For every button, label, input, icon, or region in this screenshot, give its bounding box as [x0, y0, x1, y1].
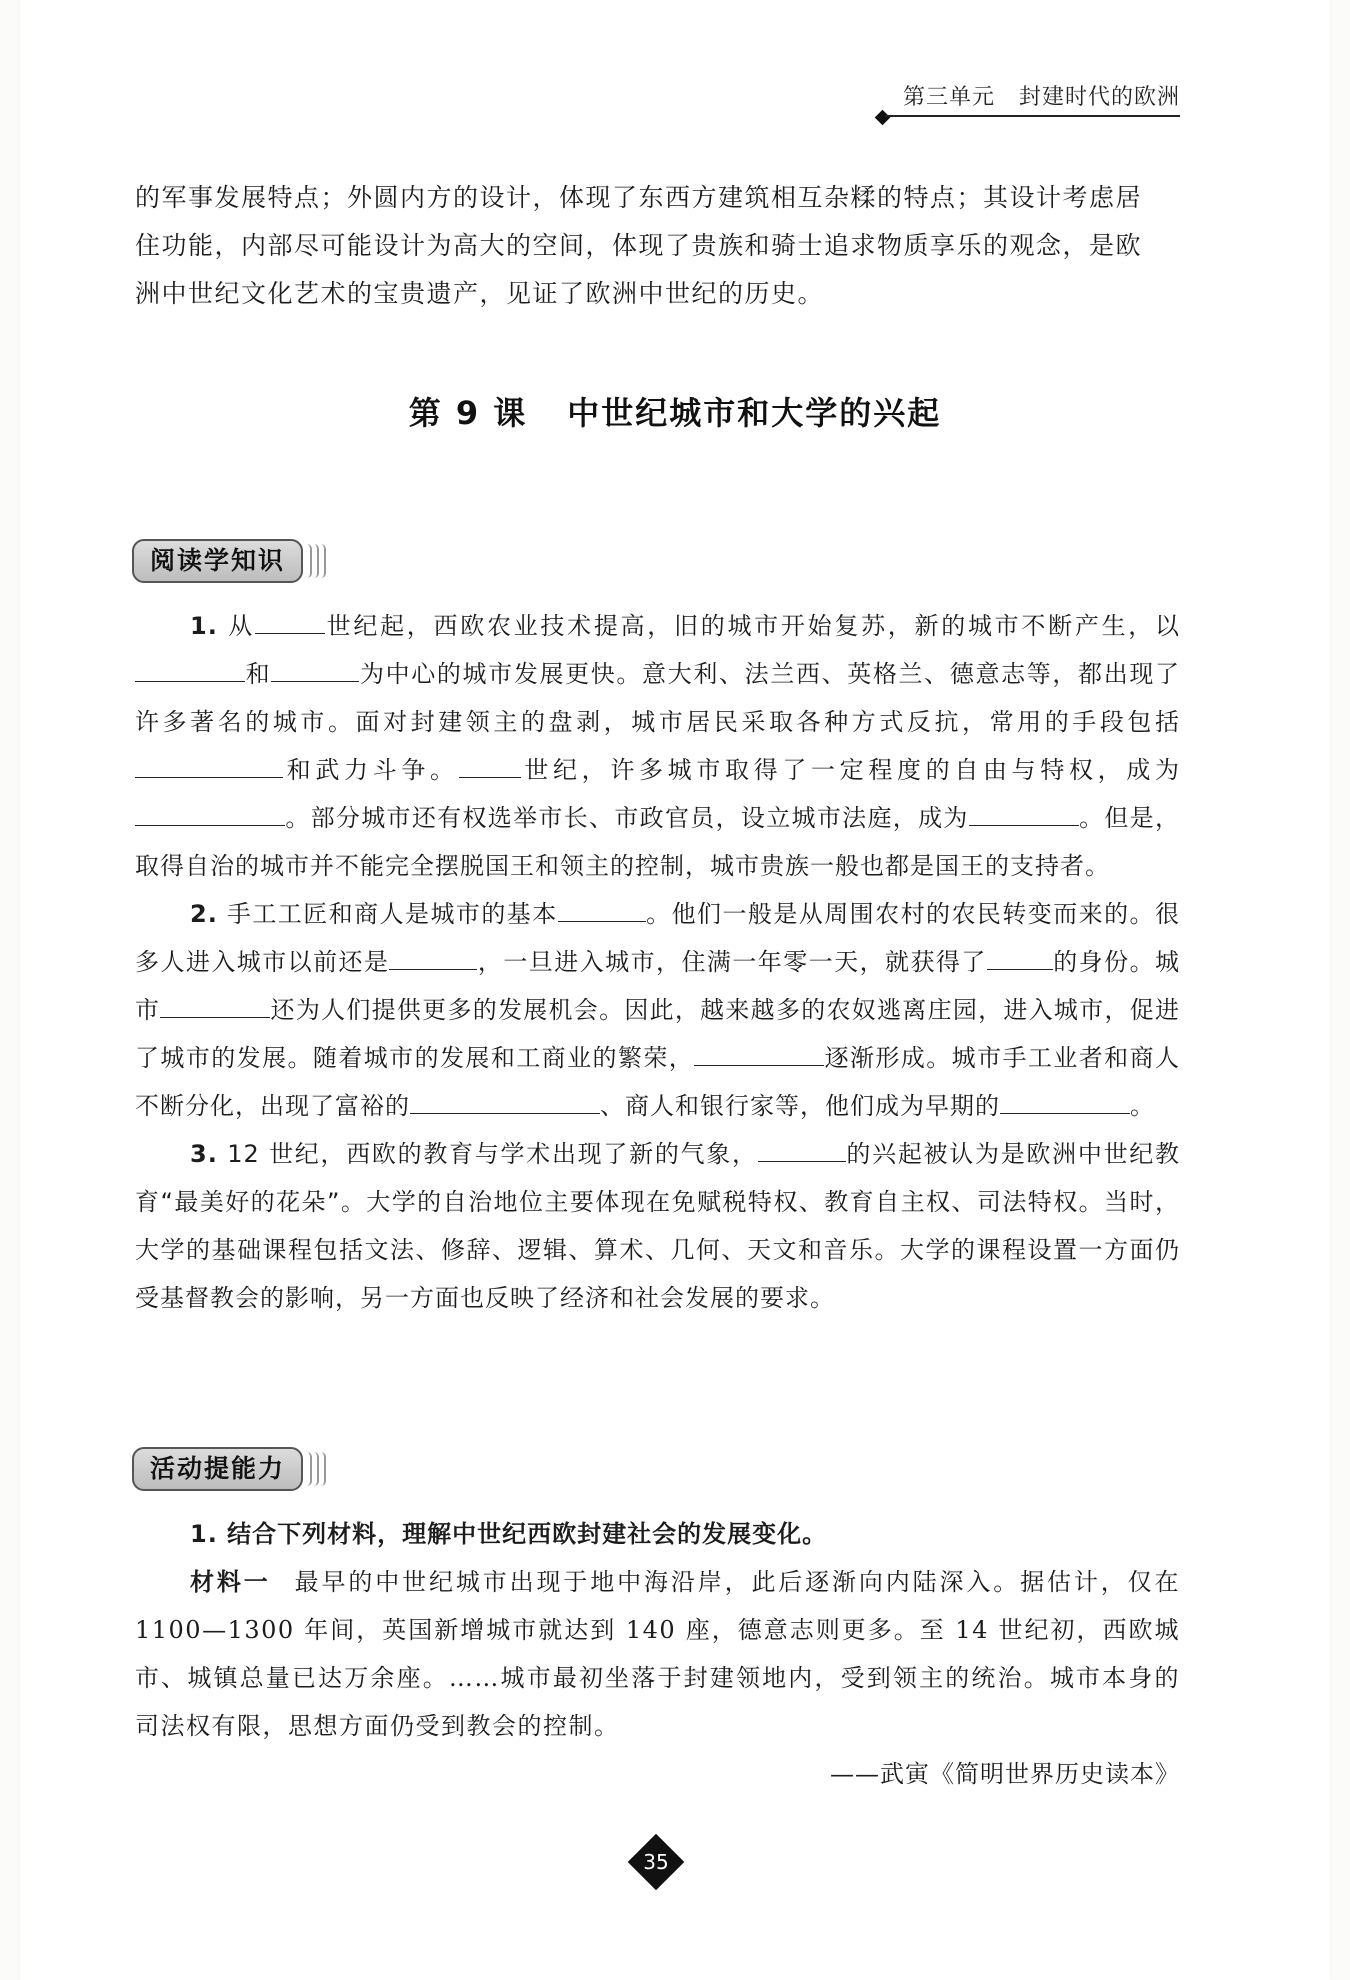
question-text: 为中心的城市发展更快。意大利、法兰西、英格兰、德意志等，都出现了许多著名的城市。面对封建领主的盘剥，城市居民采取各种方式反抗，常用的手段包括: [135, 660, 1181, 736]
question-text: 世纪起，西欧农业技术提高，旧的城市开始复苏，新的城市不断产生，以: [324, 612, 1181, 640]
question-text: 。但是，取得自治的城市并不能完全摆脱国王和领主的控制，城市贵族一般也都是国王的支持者。: [135, 804, 1180, 880]
question-number: 2.: [190, 900, 218, 928]
intro-line: 住功能，内部尽可能设计为高大的空间，体现了贵族和骑士追求物质享乐的观念，是欧: [135, 231, 1143, 260]
question-text: 世纪，许多城市取得了一定程度的自由与特权，成为: [520, 756, 1181, 784]
running-header: [903, 80, 1180, 111]
header-topic: 封建时代的欧洲: [1018, 85, 1180, 110]
question-text: 12 世纪，西欧的教育与学术出现了新的气象，: [227, 1140, 758, 1168]
question-text: ，一旦进入城市，住满一年零一天，就获得了: [477, 948, 987, 976]
question-text: 。部分城市还有权选举市长、市政官员，设立城市法庭，成为: [285, 804, 969, 832]
material-text: 最早的中世纪城市出现于地中海沿岸，此后逐渐向内陆深入。据估计，仅在 1100—1300 年间，英国新增城市就达到 140 座，德意志则更多。至 14 世纪初，西欧城市、城镇总量已达万余座。……城市最初坐落于封建领地内，受到领主的统治。城市本身的司法权有限，思想方面仍受到教会的控制。: [135, 1568, 1181, 1740]
question-1: [135, 602, 1180, 890]
answer-blank[interactable]: [389, 939, 477, 970]
section-tag-label: 阅读学知识: [132, 539, 303, 583]
answer-blank[interactable]: [459, 747, 521, 778]
header-rule: [885, 115, 1180, 117]
answer-blank[interactable]: [135, 747, 283, 778]
question-3: [135, 1130, 1180, 1322]
answer-blank[interactable]: [1000, 1083, 1130, 1114]
answer-blank[interactable]: [969, 795, 1079, 826]
question-number: 1.: [190, 612, 218, 640]
section-tag-activity: [132, 1446, 326, 1492]
question-text: 。: [1130, 1092, 1155, 1120]
question-text: 和武力斗争。: [283, 756, 459, 784]
lesson-title: [0, 388, 1350, 434]
reading-section: [135, 602, 1180, 1322]
question-text: 还为人们提供更多的发展机会。因此，越来越多的农奴逃离庄园，进入城市，促进了城市的发展。随着城市的发展和工商业的繁荣，: [135, 996, 1181, 1072]
question-text: 手工工匠和商人是城市的基本: [226, 900, 558, 928]
question-text: 。他们一般是从周围农村的农民转变而来的。很多人进入城市以前还是: [135, 900, 1181, 976]
lesson-name: 中世纪城市和大学的兴起: [567, 394, 942, 432]
tag-decoration-icon: [305, 1452, 326, 1486]
intro-line: 的军事发展特点；外圆内方的设计，体现了东西方建筑相互杂糅的特点；其设计考虑居: [135, 183, 1143, 212]
activity-section: [135, 1510, 1180, 1798]
lesson-number: 第 9 课: [408, 394, 528, 432]
question-text: 的身份。城市: [135, 948, 1181, 1024]
material-label: 材料一: [190, 1568, 271, 1596]
section-tag-reading: [132, 538, 326, 584]
answer-blank[interactable]: [558, 891, 646, 922]
header-unit: 第三单元: [902, 85, 995, 110]
question-2: [135, 890, 1180, 1130]
answer-blank[interactable]: [255, 603, 325, 634]
question-number: 3.: [190, 1140, 218, 1168]
material-paragraph: [135, 1558, 1180, 1750]
answer-blank[interactable]: [758, 1131, 846, 1162]
page-number: [632, 1838, 682, 1888]
answer-blank[interactable]: [694, 1035, 824, 1066]
activity-question-title: 1. 结合下列材料，理解中世纪西欧封建社会的发展变化。: [190, 1520, 828, 1548]
question-text: 从: [228, 612, 255, 640]
answer-blank[interactable]: [160, 987, 270, 1018]
answer-blank[interactable]: [271, 651, 359, 682]
intro-paragraph: [135, 174, 1180, 318]
answer-blank[interactable]: [987, 939, 1053, 970]
question-text: 和: [245, 660, 272, 688]
question-text: 逐渐形成。城市手工业者和商人不断分化，出现了富裕的: [135, 1044, 1181, 1120]
page-number-label: 35: [643, 1850, 669, 1874]
question-text: 、商人和银行家等，他们成为早期的: [600, 1092, 1000, 1120]
material-source: ——武寅《简明世界历史读本》: [830, 1760, 1180, 1788]
section-tag-label: 活动提能力: [132, 1447, 303, 1491]
question-text: 的兴起被认为是欧洲中世纪教育“最美好的花朵”。大学的自治地位主要体现在免赋税特权、教育自主权、司法特权。当时，大学的基础课程包括文法、修辞、逻辑、算术、几何、天文和音乐。大学的课程设置一方面仍受基督教会的影响，另一方面也反映了经济和社会发展的要求。: [135, 1140, 1181, 1312]
answer-blank[interactable]: [135, 651, 245, 682]
tag-decoration-icon: [305, 544, 326, 578]
answer-blank[interactable]: [135, 795, 285, 826]
answer-blank[interactable]: [410, 1083, 600, 1114]
intro-line: 洲中世纪文化艺术的宝贵遗产，见证了欧洲中世纪的历史。: [135, 279, 825, 308]
